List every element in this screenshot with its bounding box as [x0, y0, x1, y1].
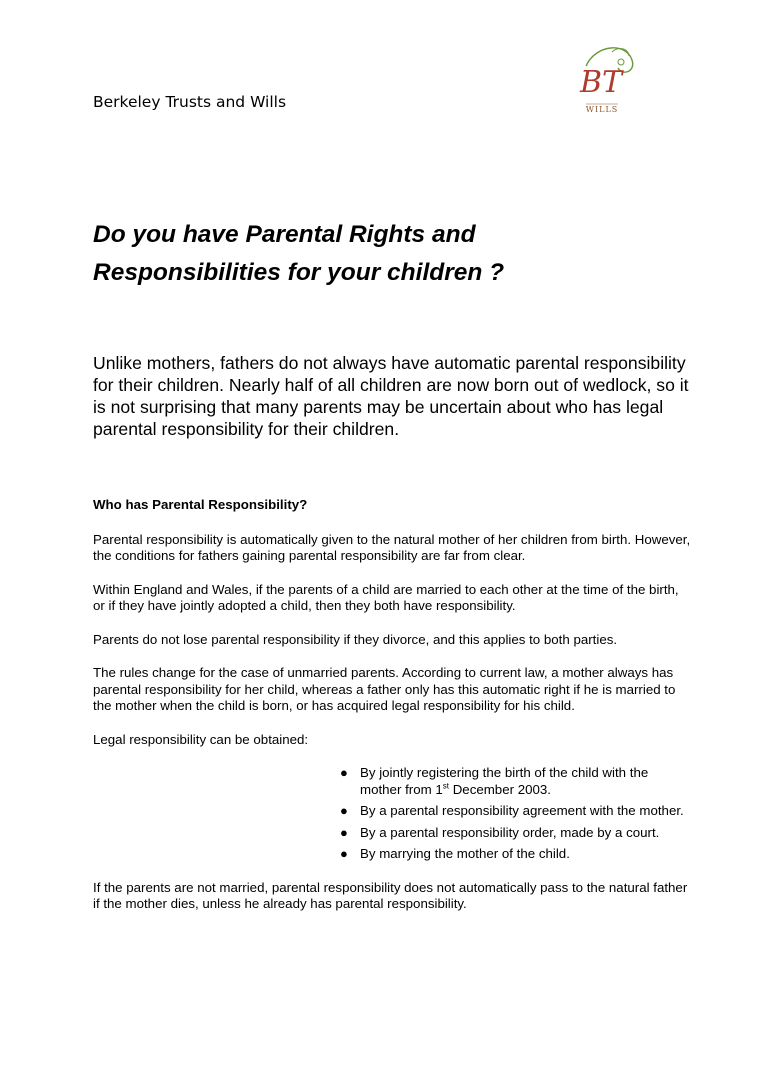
bullet-list [93, 765, 693, 863]
bullet-text: By marrying the mother of the child. [360, 846, 570, 861]
paragraph-1: Parental responsibility is automatically given to the natural mother of her children from birth. However, the conditions for fathers gaining parental responsibility are far from clear. [93, 531, 691, 563]
page-title-line-2: Responsibilities for your children ? [93, 259, 505, 286]
paragraph-5: Legal responsibility can be obtained: [93, 731, 309, 747]
ordinal-suffix: st [442, 781, 449, 791]
bullet-icon: ● [340, 803, 348, 818]
bullet-text: By a parental responsibility order, made by a court. [360, 824, 660, 840]
bullet-text-end: December 2003. [449, 781, 551, 797]
bullet-text: By a parental responsibility agreement with the mother. [360, 803, 684, 818]
paragraph-6: If the parents are not married, parental responsibility does not automatically pass to the natural father if the mother dies, unless he already has parental responsibility. [93, 879, 688, 911]
list-item [340, 803, 693, 820]
firm-name: Berkeley Trusts and Wills [93, 93, 287, 111]
bullet-text: By jointly registering the birth of the child with the mother from 1 [360, 765, 649, 797]
list-item [340, 765, 693, 798]
bullet-icon: ● [340, 846, 348, 861]
intro-paragraph: Unlike mothers, fathers do not always have automatic parental responsibility for their children. Nearly half of all children are now born out of wedlock, so it is not surprising that many parents may be uncertain about who has legal parental responsibility for their children. [93, 353, 689, 439]
bullet-icon: ● [340, 824, 348, 840]
list-item [340, 825, 693, 842]
paragraph-3: Parents do not lose parental responsibility if they divorce, and this applies to both parties. [93, 631, 618, 647]
logo-subtitle: WILLS [585, 105, 619, 114]
paragraph-4: The rules change for the case of unmarried parents. According to current law, a mother always has parental responsibility for her child, whereas a father only has this automatic right if he is married to the mother when the child is born, or has acquired legal responsibility for his child. [93, 665, 676, 713]
section-heading: Who has Parental Responsibility? [93, 497, 308, 512]
bullet-icon: ● [340, 765, 348, 780]
article-body [93, 497, 693, 930]
page-title-line-1: Do you have Parental Rights and [93, 221, 476, 248]
page-title [93, 216, 693, 292]
logo-letters: BT [580, 65, 623, 100]
paragraph-2: Within England and Wales, if the parents of a child are married to each other at the time of the birth, or if they have jointly adopted a child, then they both have responsibility. [93, 581, 679, 613]
list-item [340, 846, 693, 863]
bt-wills-logo [566, 42, 638, 120]
